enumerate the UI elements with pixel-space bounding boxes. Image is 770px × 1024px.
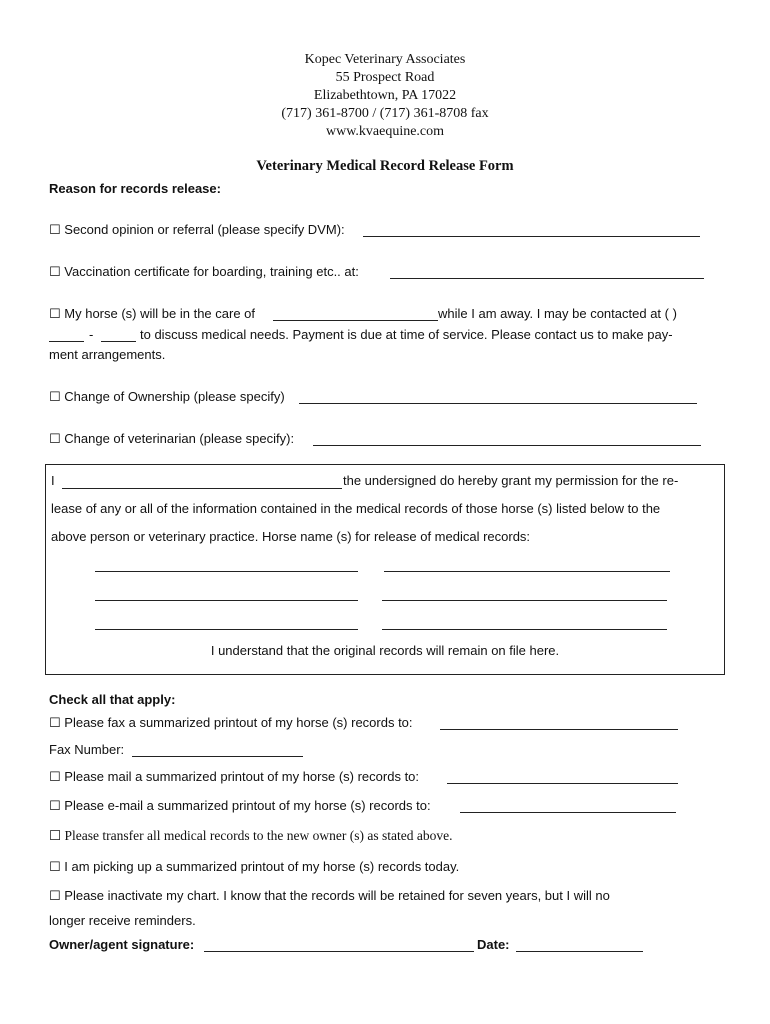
- option-inactivate: [49, 888, 610, 904]
- option-mail: [49, 769, 419, 785]
- option-fax-label: Please fax a summarized printout of my horse (s) records to:: [64, 715, 413, 730]
- reason-ownership-label: Change of Ownership (please specify): [64, 389, 285, 404]
- option-transfer-label: Please transfer all medical records to the new owner (s) as stated above.: [64, 828, 453, 843]
- horse-name-field-5[interactable]: [95, 629, 358, 630]
- checkbox-ownership[interactable]: ☐: [49, 389, 61, 404]
- vaccination-location-field[interactable]: [390, 278, 704, 279]
- ownership-field[interactable]: [299, 403, 697, 404]
- option-pickup-label: I am picking up a summarized printout of my horse (s) records today.: [64, 859, 460, 874]
- option-pickup: [49, 859, 459, 875]
- email-recipient-field[interactable]: [460, 812, 676, 813]
- consent-name-field[interactable]: [62, 488, 342, 489]
- practice-street: 55 Prospect Road: [335, 70, 435, 85]
- reason-care-label-2: while I am away. I may be contacted at ( ): [438, 306, 677, 321]
- option-inactivate-label: Please inactivate my chart. I know that the records will be retained for seven years, but I will no: [64, 888, 610, 903]
- option-email: [49, 798, 431, 814]
- consent-understand: I understand that the original records will remain on file here.: [210, 643, 560, 658]
- reason-care-label: My horse (s) will be in the care of: [64, 306, 256, 321]
- fax-number-field[interactable]: [132, 756, 303, 757]
- date-field[interactable]: [516, 951, 643, 952]
- checkbox-mail[interactable]: ☐: [49, 769, 61, 784]
- checkbox-vet-change[interactable]: ☐: [49, 431, 61, 446]
- phone-dash: -: [89, 327, 94, 342]
- reason-second-opinion: [49, 222, 345, 238]
- phone-suffix-field[interactable]: [101, 341, 136, 342]
- option-email-label: Please e-mail a summarized printout of my horse (s) records to:: [64, 798, 431, 813]
- horse-name-field-3[interactable]: [95, 600, 358, 601]
- reason-second-opinion-label: Second opinion or referral (please specify DVM):: [64, 222, 345, 237]
- practice-phone: (717) 361-8700 / (717) 361-8708 fax: [281, 106, 489, 121]
- phone-prefix-field[interactable]: [49, 341, 84, 342]
- reason-care: [49, 306, 255, 322]
- consent-line-3: above person or veterinary practice. Horse name (s) for release of medical records:: [51, 529, 531, 544]
- reason-vet-change-label: Change of veterinarian (please specify):: [64, 431, 295, 446]
- signature-label: Owner/agent signature:: [49, 937, 195, 952]
- reason-ownership: [49, 389, 285, 405]
- mail-recipient-field[interactable]: [447, 783, 678, 784]
- practice-city: Elizabethtown, PA 17022: [313, 88, 457, 103]
- consent-line-1: the undersigned do hereby grant my permission for the re-: [343, 473, 679, 488]
- second-opinion-dvm-field[interactable]: [363, 236, 700, 237]
- care-of-field[interactable]: [273, 320, 438, 321]
- vet-change-field[interactable]: [313, 445, 701, 446]
- reason-vet-change: [49, 431, 294, 447]
- checkbox-inactivate[interactable]: ☐: [49, 888, 61, 903]
- option-fax: [49, 715, 413, 731]
- reason-care-label-3: to discuss medical needs. Payment is due at time of service. Please contact us to make pay-: [140, 327, 673, 342]
- check-heading: Check all that apply:: [49, 692, 176, 707]
- checkbox-transfer[interactable]: ☐: [49, 828, 62, 843]
- option-mail-label: Please mail a summarized printout of my horse (s) records to:: [64, 769, 420, 784]
- consent-line-2: lease of any or all of the information contained in the medical records of those horse (s) listed below to the: [51, 501, 661, 516]
- horse-name-field-6[interactable]: [382, 629, 667, 630]
- option-inactivate-label-2: longer receive reminders.: [49, 913, 196, 928]
- checkbox-email[interactable]: ☐: [49, 798, 61, 813]
- checkbox-pickup[interactable]: ☐: [49, 859, 61, 874]
- consent-i: I: [51, 473, 55, 488]
- practice-name: Kopec Veterinary Associates: [304, 52, 466, 67]
- checkbox-care[interactable]: ☐: [49, 306, 61, 321]
- reason-vaccination-label: Vaccination certificate for boarding, training etc.. at:: [64, 264, 359, 279]
- reason-vaccination: [49, 264, 359, 280]
- horse-name-field-1[interactable]: [95, 571, 358, 572]
- form-title: Veterinary Medical Record Release Form: [256, 158, 514, 174]
- reason-heading: Reason for records release:: [49, 181, 221, 196]
- signature-field[interactable]: [204, 951, 474, 952]
- horse-name-field-2[interactable]: [384, 571, 670, 572]
- reason-care-label-4: ment arrangements.: [49, 347, 166, 362]
- checkbox-fax[interactable]: ☐: [49, 715, 61, 730]
- fax-number-label: Fax Number:: [49, 742, 125, 757]
- checkbox-second-opinion[interactable]: ☐: [49, 222, 61, 237]
- checkbox-vaccination[interactable]: ☐: [49, 264, 61, 279]
- practice-website: www.kvaequine.com: [325, 124, 445, 139]
- horse-name-field-4[interactable]: [382, 600, 667, 601]
- option-transfer: [49, 828, 452, 844]
- date-label: Date:: [477, 937, 510, 952]
- fax-recipient-field[interactable]: [440, 729, 678, 730]
